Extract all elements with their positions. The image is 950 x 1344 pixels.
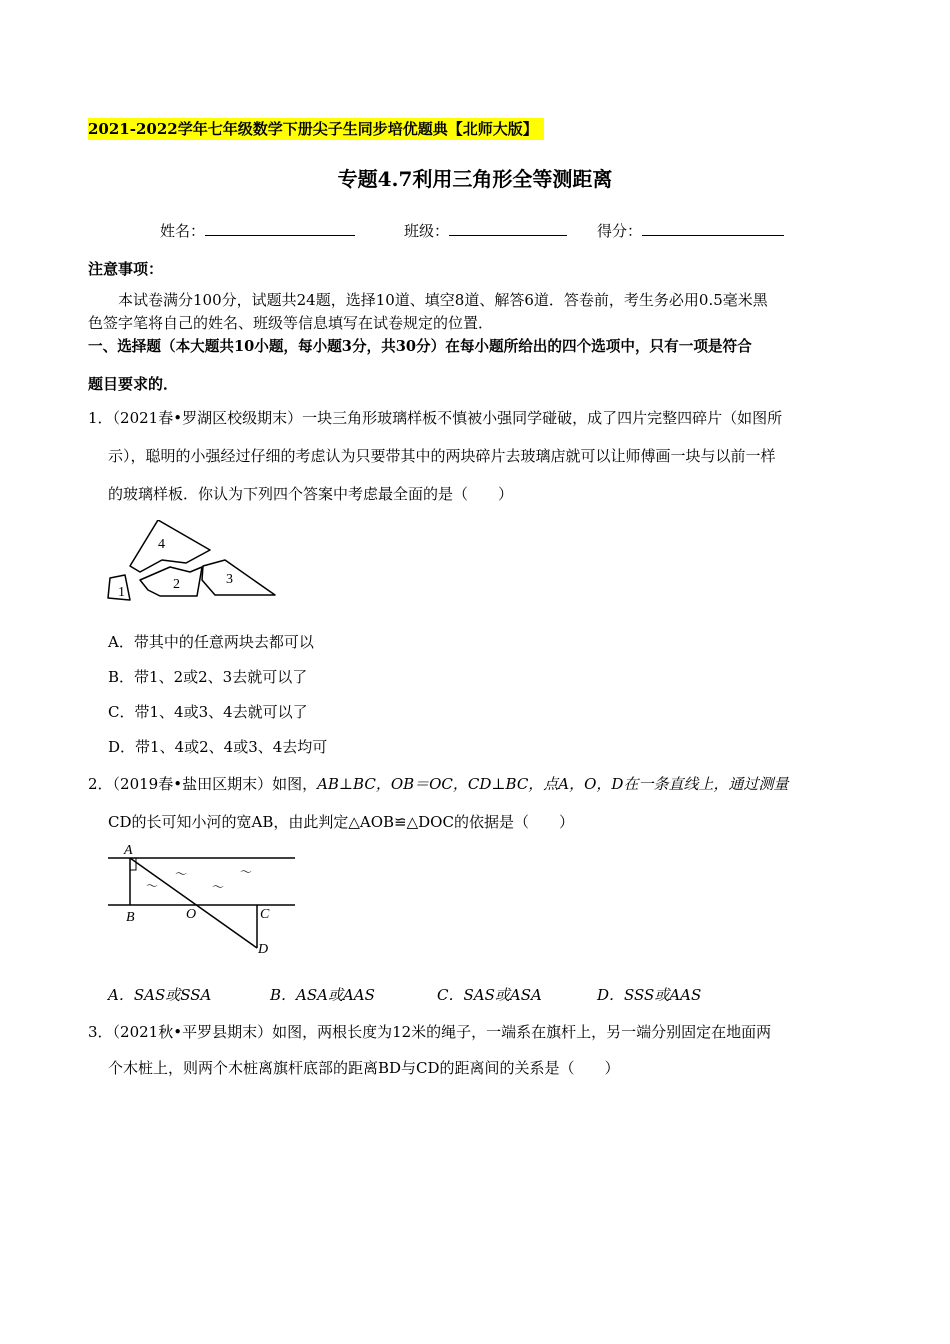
- point-o-label: O: [186, 907, 197, 922]
- section1-line1: 一、选择题（本大题共10小题，每小题3分，共30分）在每小题所给出的四个选项中，只有一项是符合: [88, 338, 752, 355]
- q2-option-a[interactable]: A．SAS或SSA: [108, 986, 212, 1004]
- notice-line1: 本试卷满分100分，试题共24题，选择10道、填空8道、解答6道．答卷前，考生务必用0.5毫米黑: [118, 291, 768, 309]
- q1-text-1: （2021春•罗湖区校级期末）一块三角形玻璃样板不慎被小强同学碰破，成了四片完整四碎片（如图所: [112, 409, 783, 427]
- wave-1: ～: [175, 867, 188, 881]
- wave-3: ～: [146, 879, 159, 893]
- class-field[interactable]: [404, 220, 567, 241]
- name-blank[interactable]: [205, 221, 355, 236]
- q1-line3: 的玻璃样板．你认为下列四个答案中考虑最全面的是（ ）: [108, 485, 514, 503]
- q1-option-a[interactable]: A．带其中的任意两块去都可以: [108, 633, 314, 651]
- q1-option-d[interactable]: D．带1、4或2、4或3、4去均可: [108, 738, 328, 756]
- name-field[interactable]: [160, 220, 355, 241]
- q2-line2: CD的长可知小河的宽AB，由此判定△AOB≌△DOC的依据是（ ）: [108, 813, 574, 831]
- class-label: 班级：: [404, 222, 450, 240]
- q1-option-b[interactable]: B．带1、2或2、3去就可以了: [108, 668, 308, 686]
- q1-number: 1．: [88, 409, 113, 427]
- q2-prefix: （2019春•盐田区期末）如图，: [112, 775, 318, 793]
- section1-line2: 题目要求的．: [88, 375, 179, 393]
- q2-conditions: AB⊥BC，OB＝OC，CD⊥BC，点A，O，D在一条直线上，通过测量: [317, 775, 789, 793]
- q3-text-1: （2021秋•平罗县期末）如图，两根长度为12米的绳子，一端系在旗杆上，另一端分别固定在地面两: [112, 1023, 772, 1041]
- q2-option-d[interactable]: D．SSS或AAS: [597, 986, 702, 1004]
- score-blank[interactable]: [642, 221, 784, 236]
- glass-piece-3: [202, 560, 275, 595]
- glass-piece-2: [140, 567, 202, 596]
- q2-option-b[interactable]: B．ASA或AAS: [270, 986, 375, 1004]
- q3-number: 3．: [88, 1023, 113, 1041]
- class-blank[interactable]: [449, 221, 567, 236]
- wave-2: ～: [240, 865, 253, 879]
- point-b-label: B: [126, 910, 135, 925]
- segment-ad: [130, 858, 257, 948]
- q2-number: 2．: [88, 775, 113, 793]
- notice-heading: 注意事项：: [88, 260, 164, 278]
- point-c-label: C: [260, 907, 270, 922]
- piece-label-4: 4: [158, 537, 165, 552]
- notice-line2: 色签字笔将自己的姓名、班级等信息填写在试卷规定的位置．: [88, 314, 494, 332]
- q2-river-figure: [100, 838, 300, 958]
- point-a-label: A: [124, 843, 133, 858]
- score-label: 得分：: [597, 222, 643, 240]
- piece-label-3: 3: [226, 572, 233, 587]
- document-header: 2021-2022学年七年级数学下册尖子生同步培优题典【北师大版】: [88, 118, 544, 140]
- score-field[interactable]: [597, 220, 784, 241]
- q1-line2: 示），聪明的小强经过仔细的考虑认为只要带其中的两块碎片去玻璃店就可以让师傅画一块与以前一样: [108, 447, 776, 465]
- q1-line1: [88, 408, 782, 428]
- q2-line1: [88, 774, 788, 794]
- page-title: 专题4.7利用三角形全等测距离: [337, 167, 613, 191]
- piece-label-1: 1: [118, 585, 125, 600]
- q3-line2: 个木桩上，则两个木桩离旗杆底部的距离BD与CD的距离间的关系是（ ）: [108, 1059, 620, 1077]
- glass-piece-4: [130, 520, 210, 572]
- piece-label-2: 2: [173, 577, 180, 592]
- point-d-label: D: [258, 942, 269, 957]
- name-label: 姓名：: [160, 222, 206, 240]
- q2-option-c[interactable]: C．SAS或ASA: [437, 986, 542, 1004]
- q3-line1: [88, 1022, 771, 1042]
- q1-glass-figure: [100, 520, 285, 610]
- q1-option-c[interactable]: C．带1、4或3、4去就可以了: [108, 703, 308, 721]
- wave-4: ～: [212, 880, 225, 894]
